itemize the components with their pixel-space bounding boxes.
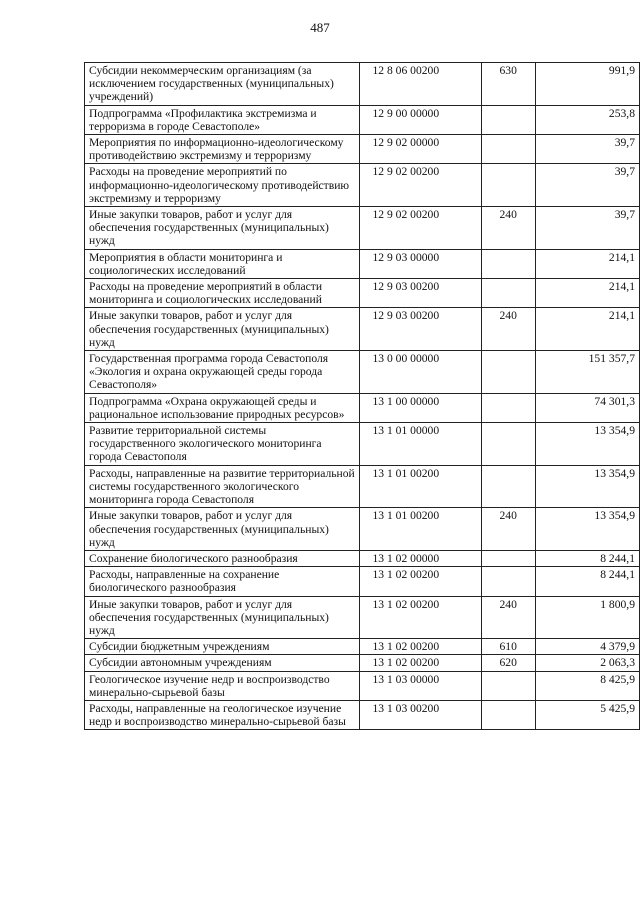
row-type-cell: 240 (481, 596, 535, 639)
row-name-cell: Расходы, направленные на геологическое изучение недр и воспроизводство минерально-сырьевой базы (85, 700, 360, 729)
row-sum-cell: 39,7 (535, 164, 639, 207)
row-sum-cell: 13 354,9 (535, 465, 639, 508)
row-type-cell (481, 279, 535, 308)
row-code-cell: 13 1 02 00200 (360, 596, 481, 639)
row-sum-cell: 214,1 (535, 308, 639, 351)
row-code-cell: 12 8 06 00200 (360, 63, 481, 106)
row-code-cell: 13 1 02 00200 (360, 567, 481, 596)
row-sum-cell: 253,8 (535, 105, 639, 134)
row-name-cell: Государственная программа города Севастополя «Экология и охрана окружающей среды города Севастополя» (85, 351, 360, 394)
table-row (85, 135, 640, 164)
row-sum-cell: 1 800,9 (535, 596, 639, 639)
row-name-cell: Иные закупки товаров, работ и услуг для обеспечения государственных (муниципальных) нужд (85, 508, 360, 551)
row-code-cell: 13 1 00 00000 (360, 393, 481, 422)
row-name-cell: Расходы, направленные на сохранение биологического разнообразия (85, 567, 360, 596)
row-type-cell: 610 (481, 639, 535, 655)
table-row (85, 351, 640, 394)
budget-table (84, 62, 640, 730)
row-sum-cell: 8 425,9 (535, 671, 639, 700)
row-type-cell (481, 423, 535, 466)
row-type-cell (481, 164, 535, 207)
row-name-cell: Субсидии автономным учреждениям (85, 655, 360, 671)
row-code-cell: 13 1 03 00200 (360, 700, 481, 729)
table-row (85, 465, 640, 508)
row-sum-cell: 8 244,1 (535, 567, 639, 596)
budget-table-body (85, 63, 640, 730)
row-code-cell: 12 9 00 00000 (360, 105, 481, 134)
row-name-cell: Развитие территориальной системы государственного экологического мониторинга города Севастополя (85, 423, 360, 466)
row-sum-cell: 151 357,7 (535, 351, 639, 394)
table-row (85, 393, 640, 422)
row-code-cell: 13 1 03 00000 (360, 671, 481, 700)
table-row (85, 567, 640, 596)
row-type-cell (481, 567, 535, 596)
row-name-cell: Мероприятия по информационно-идеологическому противодействию экстремизму и терроризму (85, 135, 360, 164)
page-number: 487 (310, 20, 330, 35)
row-code-cell: 12 9 02 00200 (360, 207, 481, 250)
row-name-cell: Сохранение биологического разнообразия (85, 550, 360, 566)
row-code-cell: 13 1 01 00000 (360, 423, 481, 466)
row-sum-cell: 4 379,9 (535, 639, 639, 655)
row-code-cell: 13 1 01 00200 (360, 508, 481, 551)
table-row (85, 164, 640, 207)
table-row (85, 308, 640, 351)
table-row (85, 596, 640, 639)
row-name-cell: Иные закупки товаров, работ и услуг для обеспечения государственных (муниципальных) нужд (85, 596, 360, 639)
row-code-cell: 13 1 02 00000 (360, 550, 481, 566)
row-type-cell (481, 351, 535, 394)
row-name-cell: Субсидии бюджетным учреждениям (85, 639, 360, 655)
row-sum-cell: 5 425,9 (535, 700, 639, 729)
row-type-cell: 240 (481, 207, 535, 250)
row-name-cell: Иные закупки товаров, работ и услуг для обеспечения государственных (муниципальных) нужд (85, 308, 360, 351)
row-type-cell (481, 105, 535, 134)
row-name-cell: Иные закупки товаров, работ и услуг для обеспечения государственных (муниципальных) нужд (85, 207, 360, 250)
table-row (85, 207, 640, 250)
row-name-cell: Подпрограмма «Профилактика экстремизма и терроризма в городе Севастополе» (85, 105, 360, 134)
row-name-cell: Подпрограмма «Охрана окружающей среды и рациональное использование природных ресурсов» (85, 393, 360, 422)
row-code-cell: 12 9 02 00000 (360, 135, 481, 164)
row-name-cell: Расходы на проведение мероприятий в области мониторинга и социологических исследований (85, 279, 360, 308)
row-code-cell: 13 1 01 00200 (360, 465, 481, 508)
table-row (85, 655, 640, 671)
table-row (85, 550, 640, 566)
table-row (85, 508, 640, 551)
row-type-cell (481, 465, 535, 508)
row-sum-cell: 214,1 (535, 249, 639, 278)
row-sum-cell: 2 063,3 (535, 655, 639, 671)
row-code-cell: 13 1 02 00200 (360, 639, 481, 655)
row-type-cell: 240 (481, 508, 535, 551)
row-name-cell: Субсидии некоммерческим организациям (за исключением государственных (муниципальных) учреждений) (85, 63, 360, 106)
table-row (85, 639, 640, 655)
row-code-cell: 12 9 03 00200 (360, 279, 481, 308)
row-type-cell (481, 393, 535, 422)
row-type-cell (481, 671, 535, 700)
row-sum-cell: 39,7 (535, 135, 639, 164)
row-name-cell: Расходы на проведение мероприятий по информационно-идеологическому противодействию экстремизму и терроризму (85, 164, 360, 207)
row-type-cell: 240 (481, 308, 535, 351)
row-code-cell: 12 9 03 00000 (360, 249, 481, 278)
row-name-cell: Мероприятия в области мониторинга и социологических исследований (85, 249, 360, 278)
row-sum-cell: 13 354,9 (535, 423, 639, 466)
table-row (85, 63, 640, 106)
row-sum-cell: 74 301,3 (535, 393, 639, 422)
row-code-cell: 13 1 02 00200 (360, 655, 481, 671)
row-sum-cell: 8 244,1 (535, 550, 639, 566)
table-row (85, 423, 640, 466)
row-name-cell: Геологическое изучение недр и воспроизводство минерально-сырьевой базы (85, 671, 360, 700)
row-sum-cell: 214,1 (535, 279, 639, 308)
row-name-cell: Расходы, направленные на развитие территориальной системы государственного экологического мониторинга города Севастополя (85, 465, 360, 508)
row-type-cell: 630 (481, 63, 535, 106)
table-row (85, 279, 640, 308)
table-row (85, 105, 640, 134)
row-type-cell: 620 (481, 655, 535, 671)
table-row (85, 700, 640, 729)
row-sum-cell: 991,9 (535, 63, 639, 106)
table-row (85, 249, 640, 278)
row-type-cell (481, 249, 535, 278)
row-code-cell: 12 9 03 00200 (360, 308, 481, 351)
row-type-cell (481, 700, 535, 729)
row-sum-cell: 13 354,9 (535, 508, 639, 551)
row-type-cell (481, 135, 535, 164)
table-row (85, 671, 640, 700)
row-type-cell (481, 550, 535, 566)
row-code-cell: 12 9 02 00200 (360, 164, 481, 207)
row-code-cell: 13 0 00 00000 (360, 351, 481, 394)
row-sum-cell: 39,7 (535, 207, 639, 250)
